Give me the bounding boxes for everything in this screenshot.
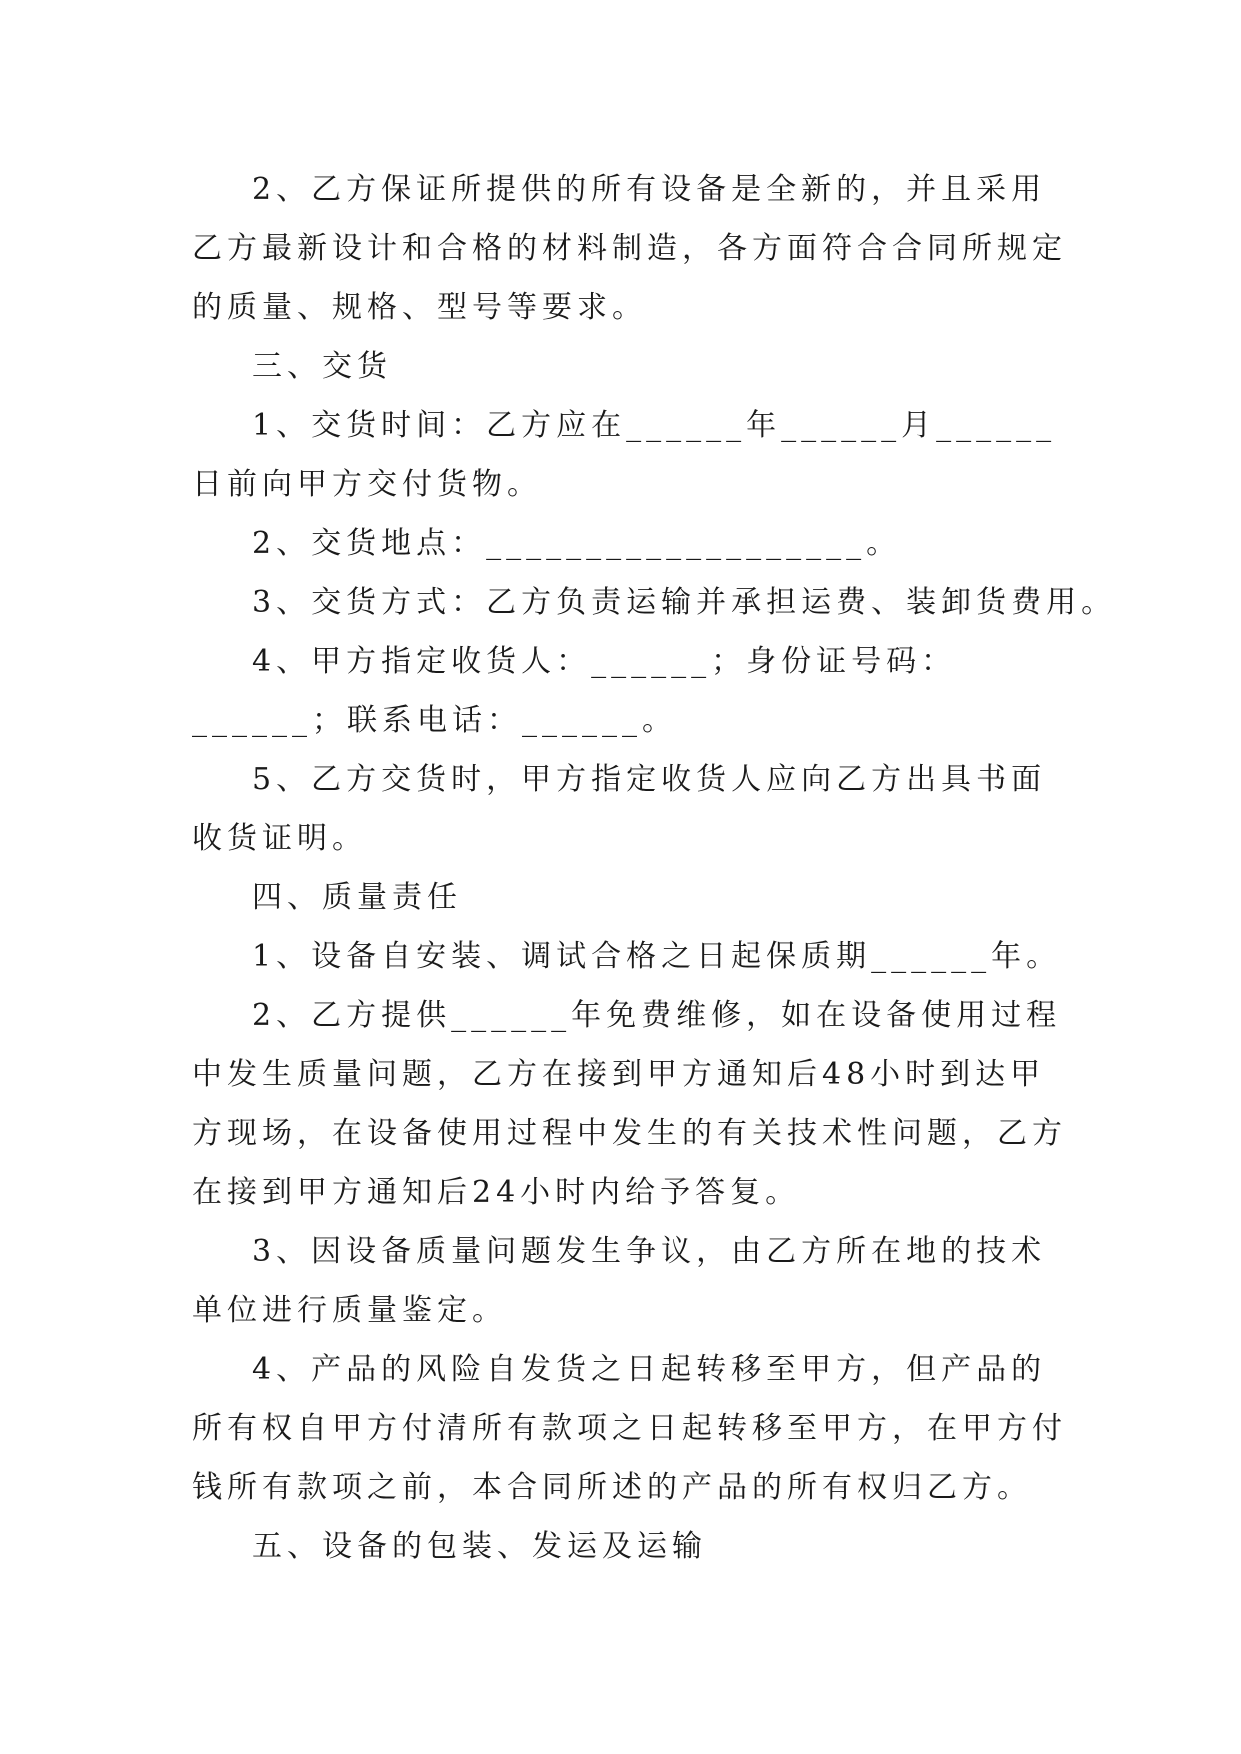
paragraph-delivery-method: 3、交货方式：乙方负责运输并承担运费、装卸货费用。	[252, 585, 1117, 620]
document-body	[192, 160, 1117, 1576]
paragraph-delivery-time: 1、交货时间：乙方应在______年______月______日前向甲方交付货物。	[192, 408, 1057, 502]
paragraph-quality-dispute: 3、因设备质量问题发生争议，由乙方所在地的技术单位进行质量鉴定。	[192, 1234, 1047, 1328]
heading-delivery: 三、交货	[252, 349, 392, 384]
paragraph-free-maintenance: 2、乙方提供______年免费维修，如在设备使用过程中发生质量问题，乙方在接到甲方通知后48小时到达甲方现场，在设备使用过程中发生的有关技术性问题，乙方在接到甲方通知后24小时内给予答复。	[192, 998, 1067, 1210]
paragraph-consignee: 4、甲方指定收货人：______；身份证号码：______；联系电话：______。	[192, 644, 957, 738]
heading-packaging-shipping: 五、设备的包装、发运及运输	[252, 1529, 707, 1564]
paragraph-receipt-proof: 5、乙方交货时，甲方指定收货人应向乙方出具书面收货证明。	[192, 762, 1047, 856]
heading-quality-responsibility: 四、质量责任	[252, 880, 462, 915]
paragraph-risk-transfer: 4、产品的风险自发货之日起转移至甲方，但产品的所有权自甲方付清所有款项之日起转移至甲方，在甲方付钱所有款项之前，本合同所述的产品的所有权归乙方。	[192, 1352, 1067, 1505]
paragraph-warranty-period: 1、设备自安装、调试合格之日起保质期______年。	[252, 939, 1062, 974]
paragraph-delivery-place: 2、交货地点：___________________。	[252, 526, 902, 561]
paragraph-equipment-guarantee: 2、乙方保证所提供的所有设备是全新的，并且采用乙方最新设计和合格的材料制造，各方面符合合同所规定的质量、规格、型号等要求。	[192, 172, 1067, 325]
